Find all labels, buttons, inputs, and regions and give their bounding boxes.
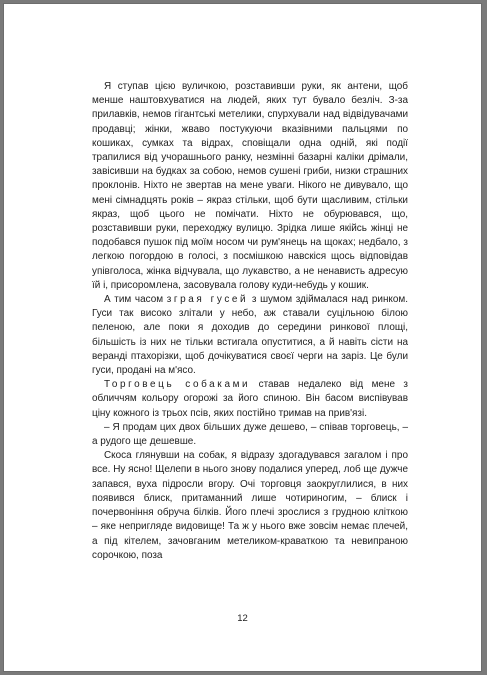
paragraph-3-body: ставав недалеко від мене з обличчям кольору огорожі за його спиною. Він басом виспівував ціну кожного із трьох псів, яких постійно тримав на прив'язі. <box>92 379 408 419</box>
paragraph-2 <box>92 293 408 378</box>
paragraph-2-spaced-words: зграя гусей <box>166 294 249 306</box>
paragraph-3-spaced-words: Торговець собаками <box>104 379 251 391</box>
paragraph-4: – Я продам цих двох більших дуже дешево, – співав торговець, – а рудого ще дешевше. <box>92 421 408 448</box>
paragraph-3 <box>92 378 408 421</box>
page-number: 12 <box>237 613 248 624</box>
body-text <box>92 80 408 563</box>
paragraph-2-lead: А тим часом <box>104 294 164 306</box>
paragraph-2-body: з шумом здіймалася над ринком. Гуси так високо злітали у небо, аж ставали суцільною білою пеленою, але поки я доходив до середини ринкової площі, більшість із них не тільки встигала опуститися, а й навіть сісти на веранді птахорізки, щоб дочікуватися своєї черги на заріз. Це були гуси, продані на м'ясо. <box>92 294 409 377</box>
paragraph-1: Я ступав цією вуличкою, розставивши руки, як антени, щоб менше наштовхуватися на людей, яких тут бувало безліч. З-за прилавків, немов гігантські метелики, спурхували над відвідувачами продавці; жінки, жваво постукуючи вказівними пальцями по кошиках, сумках та відрах, сповіщали одна одній, які події трапилися від учорашнього ранку, незмінні базарні каліки дрімали, завісивши на будках за собою, немов сушені гриби, низки страшних проклонів. Ніхто не звертав на мене уваги. Нікого не дивувало, що мені сімнадцять років – якраз стільки, щоб бути щасливим, стільки якраз, щоб цього не помічати. Ніхто не обурювався, що, розставивши руки, переходжу вулицю. Зрідка лише якійсь жінці не подобався пушок під моїм носом чи рум'янець на щоках; недбало, з легкою погордою в голосі, з посмішкою навскіся щось відповідав упівголоса, жінка відчувала, що лукавство, а не ненависть адресую їй і, присоромлена, засовувала голову куди-небудь у кошик. <box>92 81 408 291</box>
book-page <box>4 4 481 671</box>
paragraph-5: Скоса глянувши на собак, я відразу здогадувався загалом і про все. Ну ясно! Щелепи в нього знову подалися уперед, лоб ще дужче запався, вуха підросли вгору. Очі торговця заокруглилися, в них появився блиск, притаманний лише чотириногим, – блиск і почервоніння обруча білків. Його плечі зрослися з грудною кліткою – яке непригляде видовище! Та ж у нього вже зовсім немає плечей, а під кітелем, зачовганим метеликом-краваткою та невипраною сорочкою, поза <box>92 450 408 561</box>
